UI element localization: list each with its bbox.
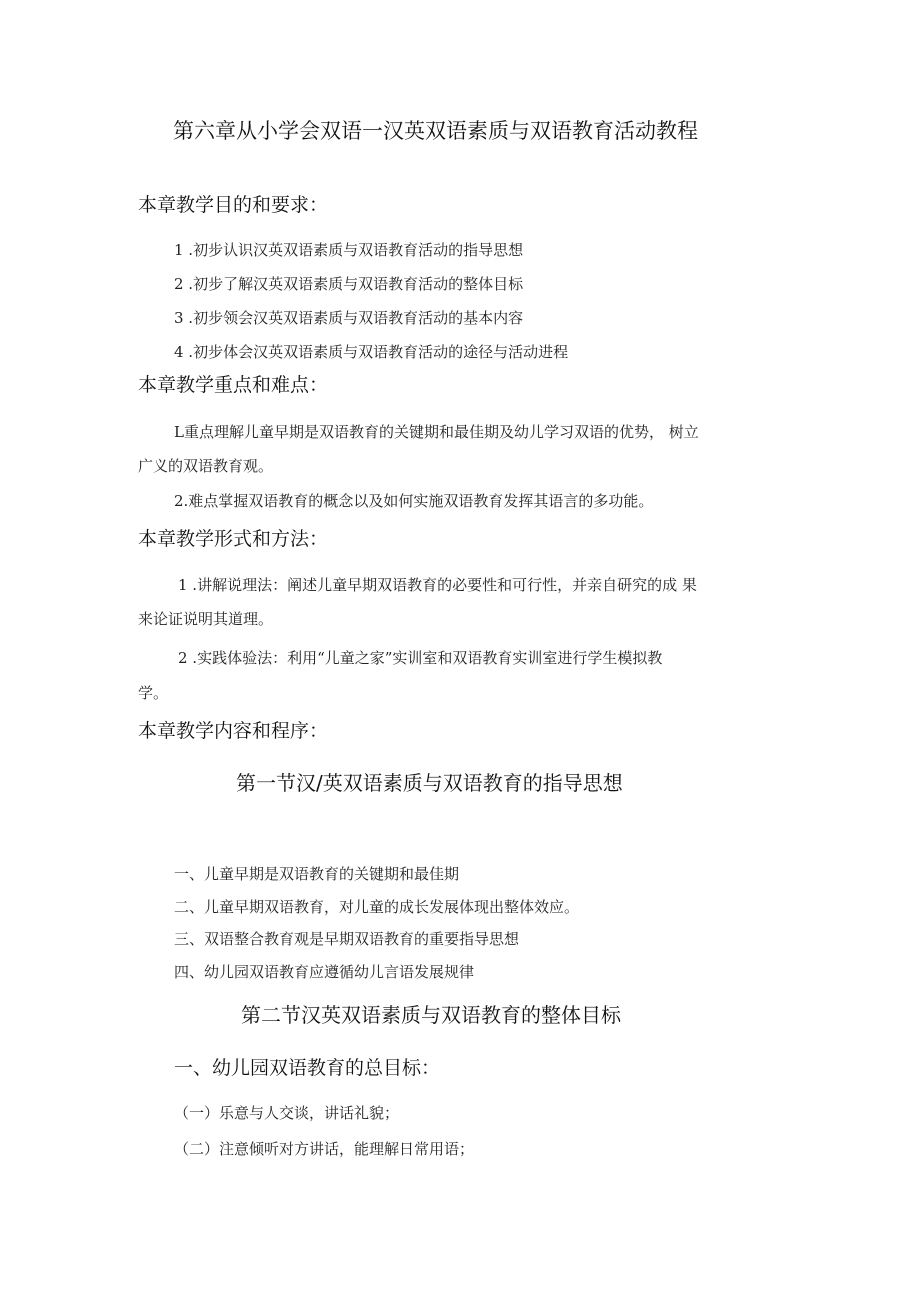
- key-points-heading: 本章教学重点和难点：: [138, 374, 329, 396]
- section-1-item-2: 二、儿童早期双语教育，对儿童的成长发展体现出整体效应。: [174, 898, 580, 916]
- key-point-2: 2.难点掌握双语教育的概念以及如何实施双语教育发挥其语言的多功能。: [174, 492, 654, 510]
- objective-item-2: 2 .初步了解汉英双语素质与双语教育活动的整体目标: [174, 275, 524, 293]
- method-1-line-2: 来论证说明其道理。: [138, 610, 274, 628]
- section-1-item-1: 一、儿童早期是双语教育的关键期和最佳期: [174, 865, 460, 883]
- section-1-item-3: 三、双语整合教育观是早期双语教育的重要指导思想: [174, 930, 520, 948]
- section-1-item-4: 四、幼儿园双语教育应遵循幼儿言语发展规律: [174, 963, 475, 981]
- section-2-subheading: 一、幼儿园双语教育的总目标：: [174, 1057, 441, 1079]
- objective-item-3: 3 .初步领会汉英双语素质与双语教育活动的基本内容: [174, 309, 524, 327]
- key-point-1-line-1: L重点理解儿童早期是双语教育的关键期和最佳期及幼儿学习双语的优势， 树立: [174, 423, 699, 441]
- section-1-title: 第一节汉/英双语素质与双语教育的指导思想: [236, 771, 623, 795]
- method-1-line-1: 1 .讲解说理法：阐述儿童早期双语教育的必要性和可行性，并亲自研究的成 果: [178, 576, 697, 594]
- content-heading: 本章教学内容和程序：: [138, 720, 329, 742]
- chapter-title: 第六章从小学会双语一汉英双语素质与双语教育活动教程: [173, 119, 698, 143]
- method-2-line-2: 学。: [138, 684, 169, 702]
- section-2-item-2: （二）注意倾听对方讲话，能理解日常用语；: [174, 1140, 475, 1158]
- objectives-heading: 本章教学目的和要求：: [138, 194, 329, 216]
- objective-item-4: 4 .初步体会汉英双语素质与双语教育活动的途径与活动进程: [174, 343, 569, 361]
- methods-heading: 本章教学形式和方法：: [138, 528, 329, 550]
- section-2-item-1: （一）乐意与人交谈，讲话礼貌；: [174, 1104, 400, 1122]
- key-point-1-line-2: 广义的双语教育观。: [138, 457, 274, 475]
- section-2-title: 第二节汉英双语素质与双语教育的整体目标: [241, 1003, 621, 1027]
- method-2-line-1: 2 .实践体验法：利用“儿童之家”实训室和双语教育实训室进行学生模拟教: [178, 649, 663, 667]
- objective-item-1: 1 .初步认识汉英双语素质与双语教育活动的指导思想: [174, 241, 524, 259]
